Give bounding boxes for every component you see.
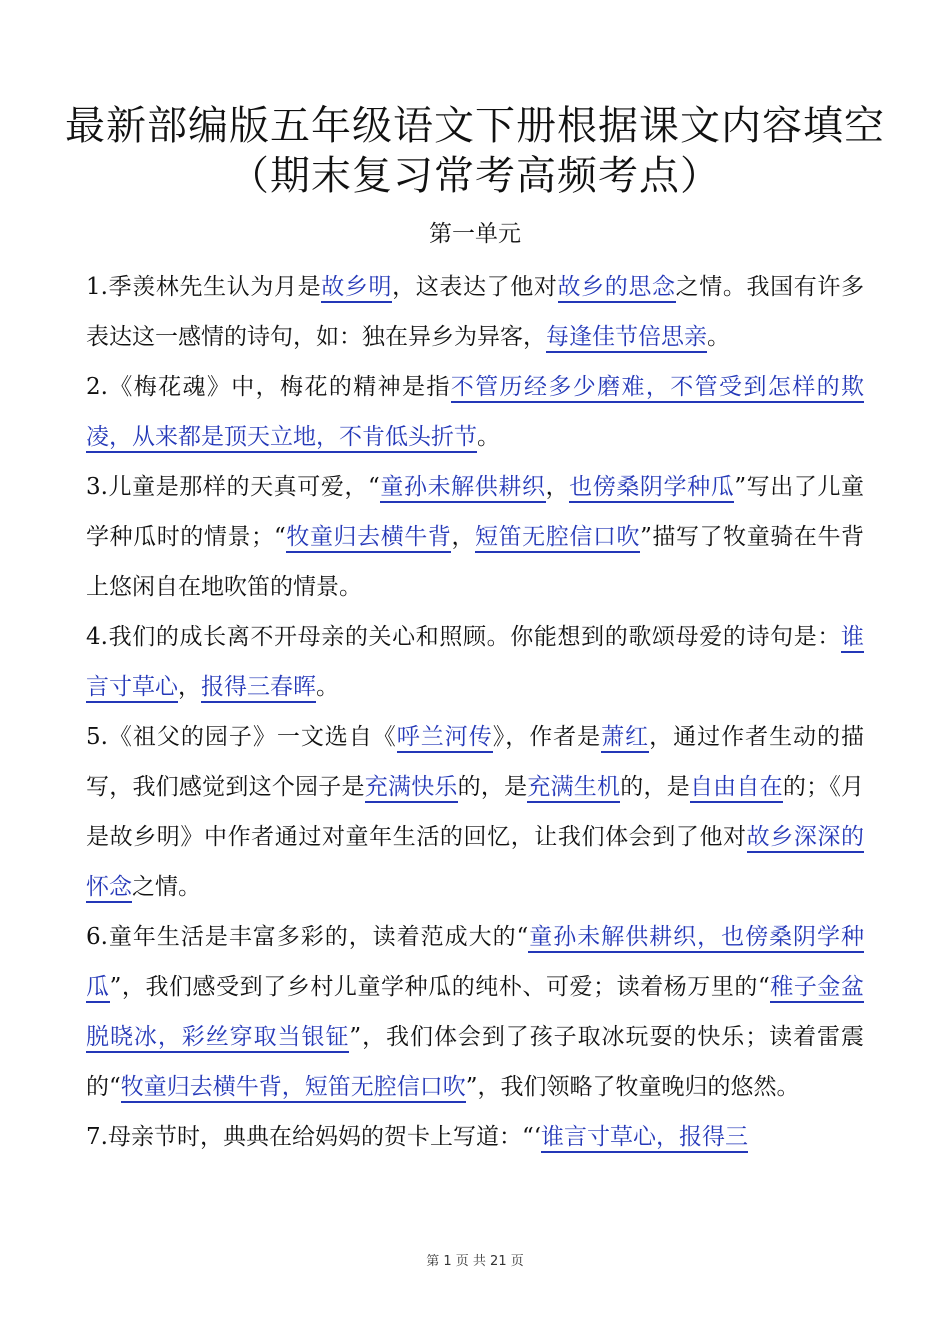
question-text: ，这表达了他对 (392, 274, 558, 300)
question-text: 7.母亲节时，典典在给妈妈的贺卡上写道：“‘ (86, 1124, 542, 1150)
answer-text: 不管历经多少磨难，不管受到怎样的欺凌，从来都是顶天立地，不肯低头折节 (86, 374, 864, 453)
question-text: 的；《月是故乡明》中作者通过对童年生活的回忆，让我们体会到了他对 (86, 774, 865, 850)
answer-text: 呼兰河传 (397, 724, 493, 753)
question-text: ”，我们领略了牧童晚归的悠然。 (465, 1074, 800, 1100)
question-text: 6.童年生活是丰富多彩的，读着范成大的“ (86, 924, 529, 950)
answer-text: 报得三春晖 (201, 674, 316, 703)
question-item (86, 612, 864, 712)
question-text: ， (451, 524, 476, 550)
answer-text: 充满生机 (527, 774, 620, 803)
answer-text: 萧红 (601, 724, 649, 753)
question-text: 5.《祖父的园子》一文选自《 (86, 724, 397, 750)
question-text: ”写出了儿童学种瓜时的情景；“ (86, 474, 865, 550)
question-text: ， (545, 474, 570, 500)
answer-text: 童孙未解供耕织，也傍桑阴学种瓜 (86, 924, 864, 1003)
question-item (86, 1112, 864, 1162)
answer-text: 牧童归去横牛背 (286, 524, 452, 553)
question-text: 3.儿童是那样的天真可爱，“ (86, 474, 380, 500)
answer-text: 充满快乐 (365, 774, 458, 803)
answer-text: 故乡的思念 (558, 274, 676, 303)
answer-text: 童孙未解供耕织 (380, 474, 546, 503)
question-text: 。 (707, 324, 730, 350)
question-text: 。 (477, 424, 500, 450)
question-text: ”描写了牧童骑在牛背上悠闲自在地吹笛的情景。 (86, 524, 865, 600)
answer-text: 短笛无腔信口吹 (475, 524, 640, 553)
answer-text: 也傍桑阴学种瓜 (569, 474, 734, 503)
question-text: 4.我们的成长离不开母亲的关心和照顾。你能想到的歌颂母爱的诗句是： (86, 624, 841, 650)
document-subtitle: （期末复习常考高频考点） (229, 153, 721, 199)
question-item (86, 712, 864, 912)
question-item (86, 262, 864, 362)
answer-text: 牧童归去横牛背，短笛无腔信口吹 (121, 1074, 466, 1103)
question-item (86, 912, 864, 1112)
answer-text: 每逢佳节倍思亲 (546, 324, 707, 353)
unit-heading: 第一单元 (429, 221, 521, 247)
answer-text: 故乡明 (321, 274, 392, 303)
question-text: 1.季羡林先生认为月是 (86, 274, 322, 300)
document-title: 最新部编版五年级语文下册根据课文内容填空 (65, 103, 885, 149)
question-text: 2.《梅花魂》中，梅花的精神是指 (86, 374, 451, 400)
question-text: 。 (316, 674, 339, 700)
question-item (86, 362, 864, 462)
question-text: ， (178, 674, 201, 700)
question-text: ”，我们体会到了孩子取冰玩耍的快乐；读着雷震的“ (86, 1024, 865, 1100)
answer-text: 谁言寸草心，报得三 (541, 1124, 748, 1153)
question-text: 之情。 (132, 874, 201, 900)
question-text: 之情。我国有许多表达这一感情的诗句，如：独在异乡为异客， (86, 274, 865, 350)
question-text: 的，是 (457, 774, 528, 800)
question-list (86, 262, 864, 1162)
question-text: 》，作者是 (492, 724, 602, 750)
question-text: ，通过作者生动的描写，我们感觉到这个园子是 (86, 724, 865, 800)
answer-text: 谁言寸草心 (86, 624, 864, 703)
answer-text: 故乡深深的怀念 (86, 824, 864, 903)
question-item (86, 462, 864, 612)
question-text: 的，是 (620, 774, 690, 800)
page-footer: 第 1 页 共 21 页 (426, 1254, 524, 1269)
answer-text: 自由自在 (690, 774, 783, 803)
question-text: ”，我们感受到了乡村儿童学种瓜的纯朴、可爱；读着杨万里的“ (109, 974, 770, 1000)
answer-text: 稚子金盆脱晓冰，彩丝穿取当银钲 (86, 974, 864, 1053)
